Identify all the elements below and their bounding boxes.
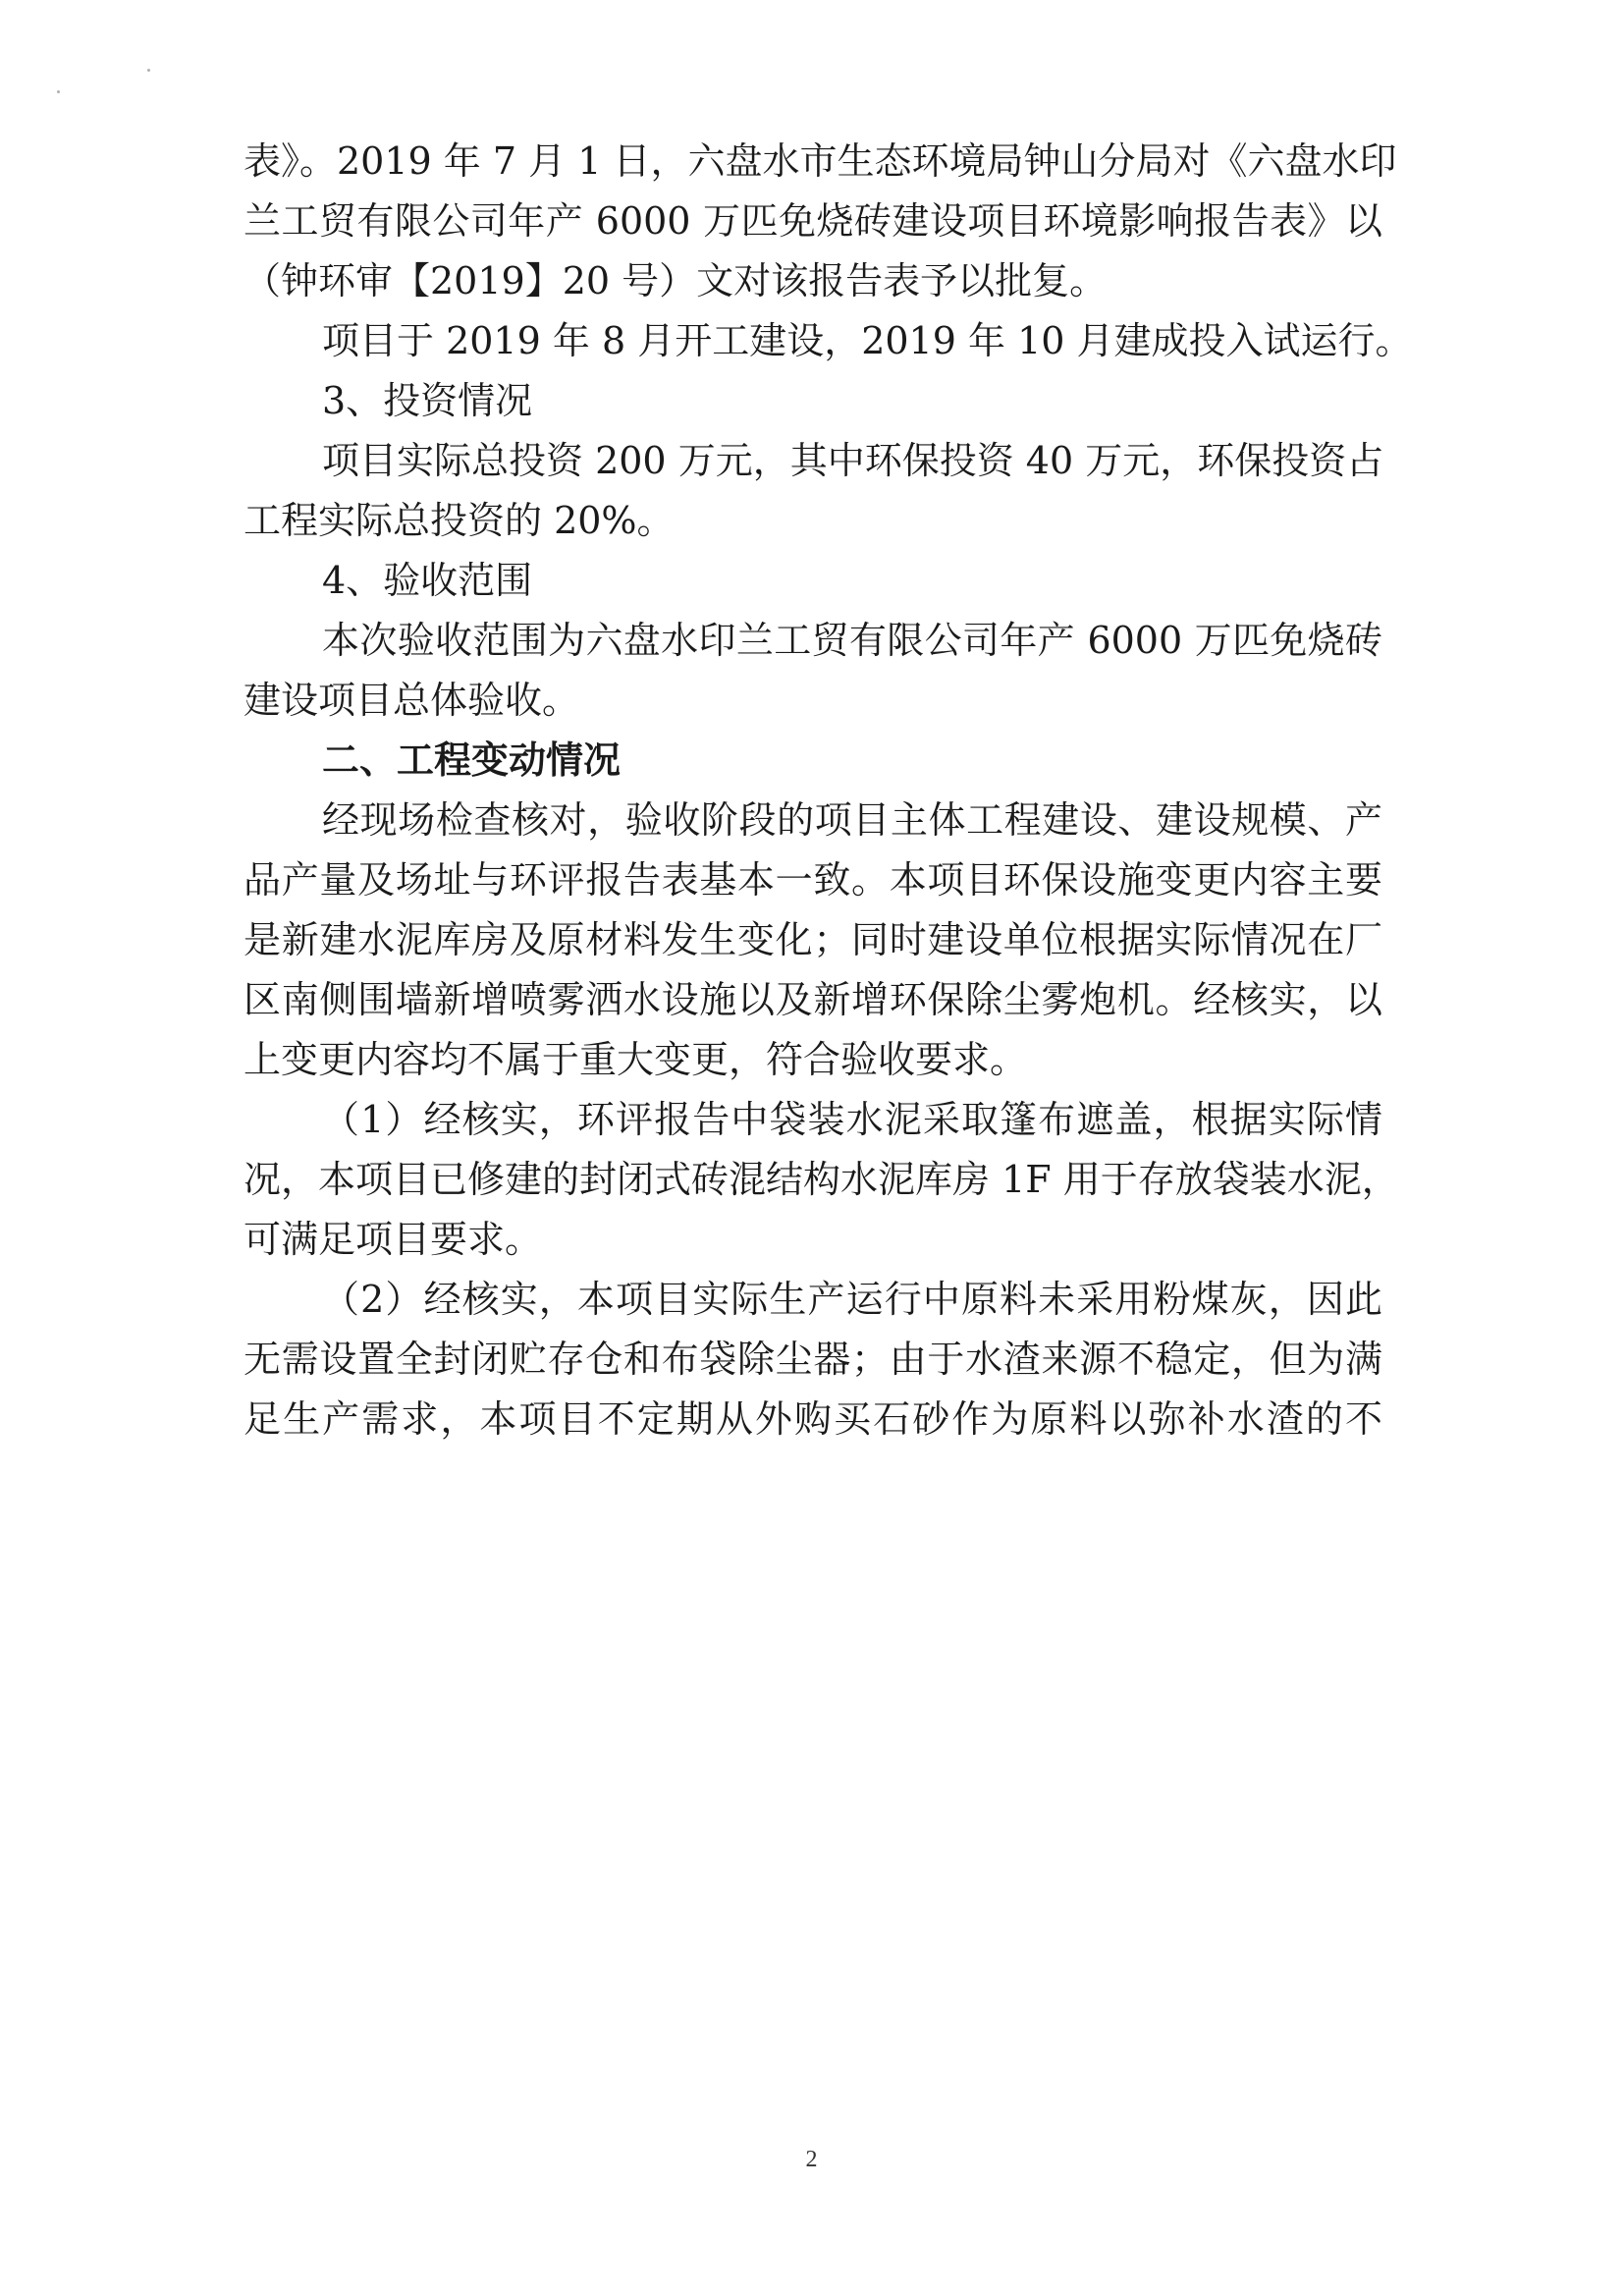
paragraph-line: （钟环审【2019】20 号）文对该报告表予以批复。 bbox=[243, 259, 1108, 302]
paragraph-line: 上变更内容均不属于重大变更，符合验收要求。 bbox=[243, 1038, 1028, 1081]
scan-speck bbox=[57, 90, 60, 93]
paragraph-line: 是新建水泥库房及原材料发生变化；同时建设单位根据实际情况在厂 bbox=[243, 918, 1382, 961]
section-heading: 3、投资情况 bbox=[322, 379, 533, 422]
paragraph-line: 项目于 2019 年 8 月开工建设，2019 年 10 月建成投入试运行。 bbox=[322, 319, 1413, 362]
paragraph-line: （2）经核实，本项目实际生产运行中原料未采用粉煤灰，因此 bbox=[322, 1278, 1382, 1321]
paragraph-line: （1）经核实，环评报告中袋装水泥采取篷布遮盖，根据实际情 bbox=[322, 1098, 1382, 1141]
paragraph-line: 无需设置全封闭贮存仓和布袋除尘器；由于水渣来源不稳定，但为满 bbox=[243, 1338, 1382, 1381]
paragraph-line: 况，本项目已修建的封闭式砖混结构水泥库房 1F 用于存放袋装水泥， bbox=[243, 1158, 1399, 1201]
paragraph-line: 建设项目总体验收。 bbox=[243, 679, 580, 722]
paragraph-line: 本次验收范围为六盘水印兰工贸有限公司年产 6000 万匹免烧砖 bbox=[322, 619, 1382, 662]
paragraph-line: 表》。2019 年 7 月 1 日，六盘水市生态环境局钟山分局对《六盘水印 bbox=[243, 139, 1397, 183]
section-heading: 4、验收范围 bbox=[322, 559, 533, 602]
paragraph-line: 区南侧围墙新增喷雾洒水设施以及新增环保除尘雾炮机。经核实，以 bbox=[243, 978, 1382, 1021]
page-number: 2 bbox=[805, 2147, 818, 2172]
paragraph-line: 可满足项目要求。 bbox=[243, 1218, 543, 1261]
scan-speck bbox=[147, 69, 150, 72]
paragraph-line: 品产量及场址与环评报告表基本一致。本项目环保设施变更内容主要 bbox=[243, 858, 1382, 902]
paragraph-line: 兰工贸有限公司年产 6000 万匹免烧砖建设项目环境影响报告表》以 bbox=[243, 199, 1382, 243]
paragraph-line: 项目实际总投资 200 万元，其中环保投资 40 万元，环保投资占 bbox=[322, 439, 1384, 482]
paragraph-line: 工程实际总投资的 20%。 bbox=[243, 499, 675, 542]
paragraph-line: 经现场检查核对，验收阶段的项目主体工程建设、建设规模、产 bbox=[322, 798, 1382, 842]
paragraph-line: 足生产需求，本项目不定期从外购买石砂作为原料以弥补水渣的不 bbox=[243, 1397, 1382, 1441]
chapter-heading: 二、工程变动情况 bbox=[322, 738, 622, 782]
